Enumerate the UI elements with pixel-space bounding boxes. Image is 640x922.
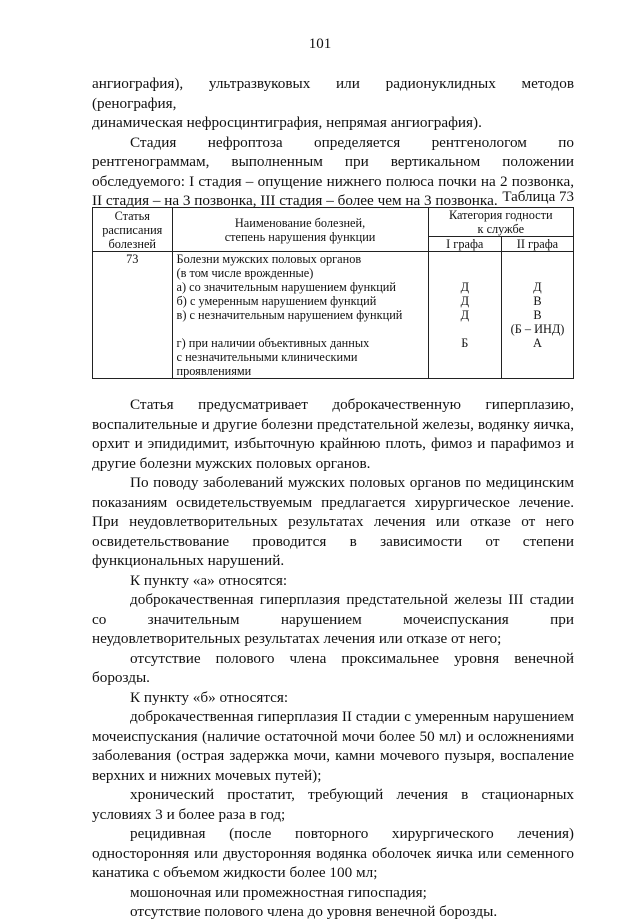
intro-paragraph: Стадия нефроптоза определяется рентгенологом по рентгенограммам, выполненным при вертикальном положении обследуемого: I стадия – опущение нижнего полюса почки на 2 позвонка, II стадия – на 3 позвонка, III стадия – более чем на 3 позвонка. <box>92 133 574 209</box>
item-a-col2: Д <box>533 280 542 294</box>
body-paragraph: рецидивная (после повторного хирургического лечения) односторонняя или двусторонняя водянка оболочек яичка или семенного канатика с объемом жидкости более 100 мл; <box>92 825 574 881</box>
item-a-col1: Д <box>460 280 469 294</box>
item-g-text: с незначительными клиническими <box>176 350 358 364</box>
intro-line-1: ангиография), ультразвуковых или радионуклидных методов (ренография, <box>92 75 574 112</box>
disease-title-line: (в том числе врожденные) <box>176 266 314 280</box>
header-category-line: к службе <box>477 222 525 236</box>
fitness-table <box>92 207 574 379</box>
table-caption: Таблица 73 <box>502 189 574 205</box>
body-paragraph: отсутствие полового члена до уровня венечной борозды. <box>130 903 498 920</box>
item-g-col2: А <box>533 336 542 350</box>
article-number: 73 <box>93 252 173 379</box>
intro-line-2: динамическая нефросцинтиграфия, непрямая ангиография). <box>92 114 482 131</box>
header-name-line: Наименование болезней, <box>234 215 366 230</box>
item-g-text: г) при наличии объективных данных <box>176 336 370 350</box>
item-v-col2-extra: (Б – ИНД) <box>510 322 565 336</box>
page-number: 101 <box>308 36 332 52</box>
header-article <box>93 208 173 252</box>
item-g-col1: Б <box>461 336 469 350</box>
header-column-2: II графа <box>501 237 573 252</box>
body-paragraph: доброкачественная гиперплазия II стадии с умеренным нарушением мочеиспускания (наличие остаточной мочи более 50 мл) и осложнениями заболевания (острая задержка мочи, камни мочевого пузыря, воспаление верхних и нижних мочевых путей); <box>92 708 574 784</box>
body-paragraph: К пункту «а» относятся: <box>130 571 288 589</box>
body-paragraph: Статья предусматривает доброкачественную гиперплазию, воспалительные и другие болезни предстательной железы, водянку яичка, орхит и эпидидимит, избыточную крайнюю плоть, фимоз и парафимоз и другие болезни мужских половых органов. <box>92 396 574 472</box>
item-b-col2: В <box>533 294 542 308</box>
item-b-text: б) с умеренным нарушением функций <box>176 294 377 308</box>
body-text <box>92 395 574 922</box>
item-a-text: а) со значительным нарушением функций <box>176 280 396 294</box>
item-v-text: в) с незначительным нарушением функций <box>176 308 403 322</box>
header-name-line: степень нарушения функции <box>224 229 376 244</box>
header-article-line: Статья <box>114 208 150 223</box>
disease-title-line: Болезни мужских половых органов <box>176 252 362 266</box>
body-paragraph: мошоночная или промежностная гипоспадия; <box>130 883 427 901</box>
item-b-col1: Д <box>460 294 469 308</box>
column-2-values <box>501 252 573 379</box>
header-category-line: Категория годности <box>448 208 553 222</box>
body-paragraph: хронический простатит, требующий лечения в стационарных условиях 3 и более раза в год; <box>92 786 574 823</box>
body-paragraph: По поводу заболеваний мужских половых органов по медицинским показаниям освидетельствуемым предлагается хирургическое лечение. При неудовлетворительных результатах лечения или отказе от него освидетельствование проводится в зависимости от степени функциональных нарушений. <box>92 474 574 569</box>
table-body-row <box>93 252 574 379</box>
header-disease-name <box>172 208 428 252</box>
body-paragraph: отсутствие полового члена проксимальнее уровня венечной борозды. <box>92 649 574 686</box>
header-article-line: расписания <box>102 222 163 237</box>
header-article-line: болезней <box>108 236 156 251</box>
item-g-text: проявлениями <box>176 364 252 378</box>
disease-description <box>172 252 428 379</box>
body-paragraph: доброкачественная гиперплазия предстательной железы III стадии со значительным нарушением мочеиспускания при неудовлетворительных результатах лечения или отказе от него; <box>92 591 574 647</box>
table-header-row <box>93 208 574 237</box>
item-v-col2: В <box>533 308 542 322</box>
body-paragraph: К пункту «б» относятся: <box>130 688 289 706</box>
column-1-values <box>428 252 501 379</box>
item-v-col1: Д <box>460 308 469 322</box>
header-category <box>428 208 573 237</box>
header-column-1: I графа <box>428 237 501 252</box>
